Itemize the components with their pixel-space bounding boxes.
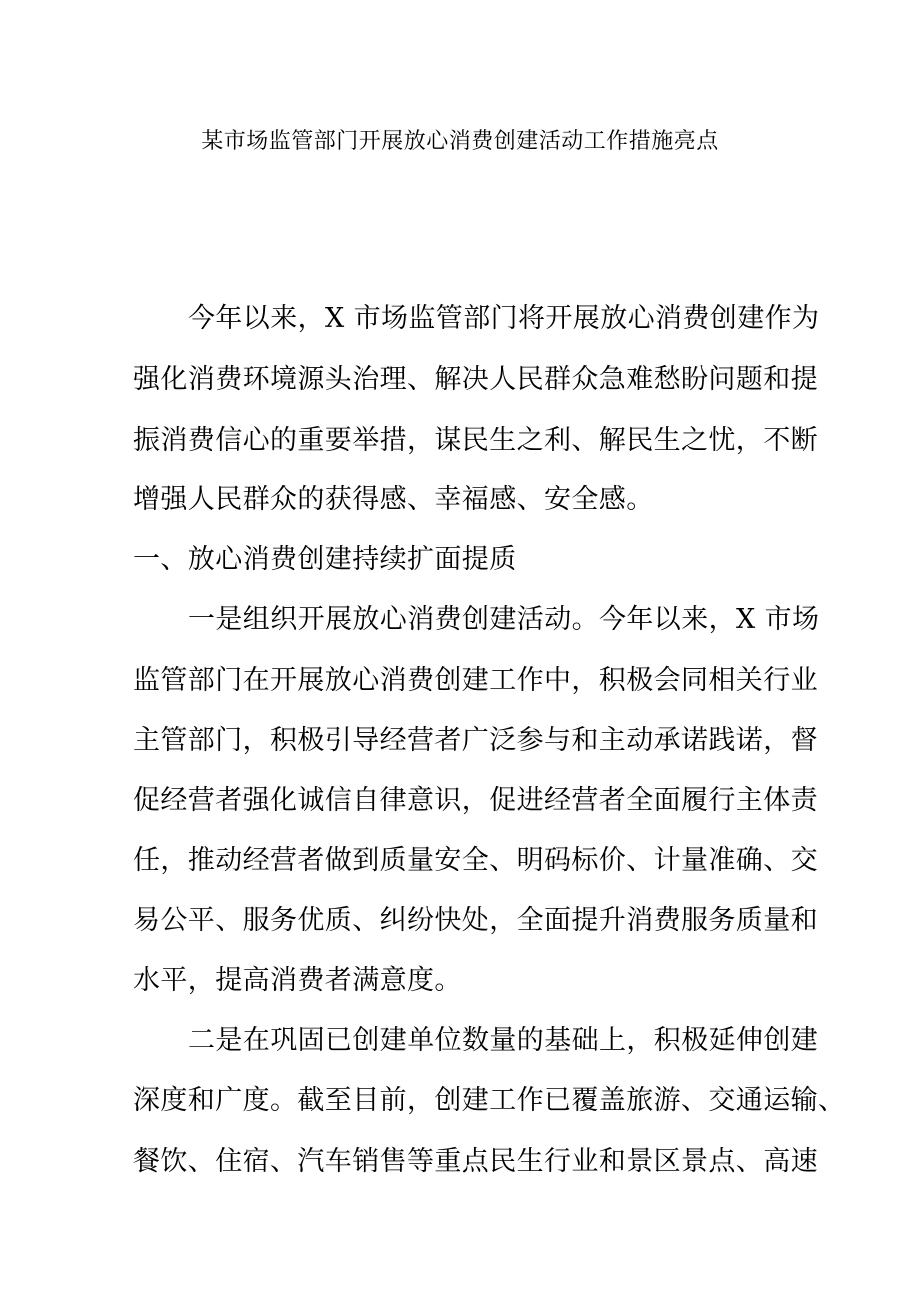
paragraph-line: 主管部门，积极引导经营者广泛参与和主动承诺践诺，督 (133, 725, 818, 756)
section-heading: 一、放心消费创建持续扩面提质 (133, 544, 517, 575)
paragraph-line: 今年以来，X 市场监管部门将开展放心消费创建作为 (188, 303, 820, 334)
paragraph-line: 餐饮、住宿、汽车销售等重点民生行业和景区景点、高速 (133, 1146, 818, 1177)
paragraph-line: 深度和广度。截至目前，创建工作已覆盖旅游、交通运输、 (133, 1085, 846, 1116)
paragraph-line: 促经营者强化诚信自律意识，促进经营者全面履行主体责 (133, 785, 818, 816)
paragraph-line: 振消费信心的重要举措，谋民生之利、解民生之忧，不断 (133, 425, 818, 456)
paragraph-line: 水平，提高消费者满意度。 (133, 965, 462, 996)
paragraph-line: 一是组织开展放心消费创建活动。今年以来，X 市场 (188, 604, 820, 635)
paragraph-line: 易公平、服务优质、纠纷快处，全面提升消费服务质量和 (133, 905, 818, 936)
paragraph-line: 任，推动经营者做到质量安全、明码标价、计量准确、交 (133, 845, 818, 876)
paragraph-line: 强化消费环境源头治理、解决人民群众急难愁盼问题和提 (133, 364, 818, 395)
document-title: 某市场监管部门开展放心消费创建活动工作措施亮点 (201, 129, 719, 154)
paragraph-line: 监管部门在开展放心消费创建工作中，积极会同相关行业 (133, 665, 818, 696)
paragraph-line: 二是在巩固已创建单位数量的基础上，积极延伸创建 (188, 1025, 819, 1056)
paragraph-line: 增强人民群众的获得感、幸福感、安全感。 (133, 484, 654, 515)
